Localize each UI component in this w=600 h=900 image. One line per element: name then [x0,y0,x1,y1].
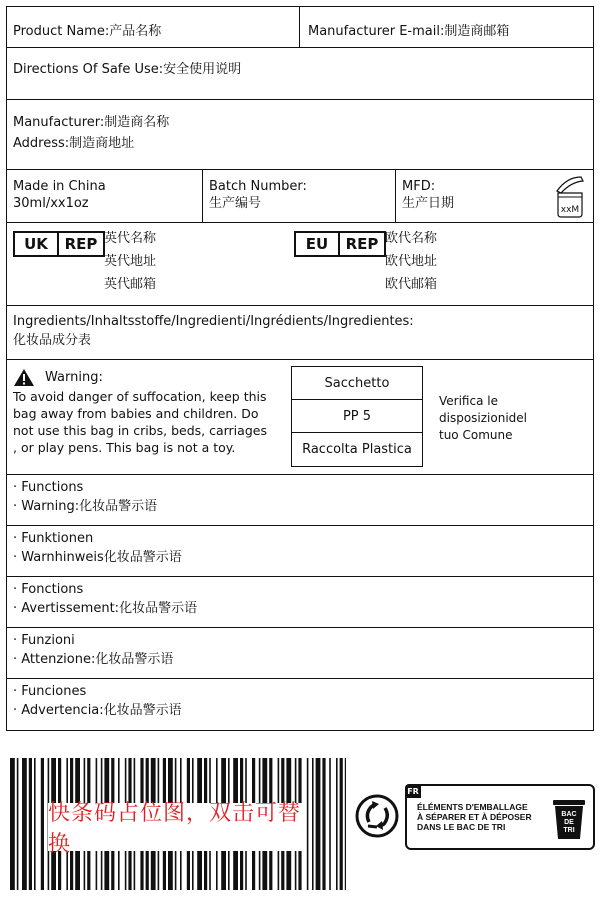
barcode-bar [329,758,331,890]
warning-text: To avoid danger of suffocation, keep this bag away from babies and children. Do not use this bag in cribs, beds, carriages , or play pens. This bag is not a toy. [13,389,267,455]
section-title: · Funzioni [13,633,75,648]
ingredients-row [7,306,593,360]
section-warning: · Avertissement:化妆品警示语 [13,601,198,616]
jar-label: xxM [560,205,580,215]
barcode-bar [322,758,325,890]
uk-rep-name: 英代名称 [104,231,157,246]
section-warning: · Advertencia:化妆品警示语 [13,703,182,718]
recycling-collection: Raccolta Plastica [302,442,412,457]
svg-text:TRI: TRI [563,827,575,834]
directions-of-use: Directions Of Safe Use:安全使用说明 [13,62,242,77]
manufacturer-row [7,100,593,170]
barcode-bar [29,758,32,890]
barcode-bar [10,758,15,890]
recycling-table [291,366,423,467]
header-row [7,7,593,48]
eu-rep-code: EU [296,233,340,255]
warning-row [7,360,593,475]
barcode-bar [22,758,27,890]
uk-rep-badge [13,231,105,257]
product-name: Product Name:产品名称 [13,24,162,39]
uk-rep-word: REP [64,235,98,253]
section-row [7,679,593,730]
barcode-bar [340,758,343,890]
section-row [7,526,593,577]
uk-rep-code: UK [15,233,59,255]
section-warning: · Attenzione:化妆品警示语 [13,652,174,667]
ingredients-value: 化妆品成分表 [13,333,92,348]
section-warning: · Warning:化妆品警示语 [13,499,158,514]
warning-icon [13,368,35,387]
section-row [7,628,593,679]
barcode-bar [34,758,36,890]
recycling-note: Verifica le disposizionidel tuo Comune [439,394,527,442]
barcode-bar [41,758,44,890]
section-title: · Functions [13,480,84,495]
triman-sorting-info [405,784,595,850]
warning-title: Warning: [45,370,103,385]
open-jar-icon [553,174,587,218]
barcode-placeholder-text[interactable]: 快条码占位图，双击可替换 [48,803,306,851]
info-row [7,170,593,223]
barcode-bar [312,758,314,890]
eu-rep-word: REP [345,235,379,253]
batch-value: 生产编号 [209,196,262,211]
recycling-item: Sacchetto [292,367,422,400]
mfd-value: 生产日期 [402,196,455,211]
ingredients-label: Ingredients/Inhaltsstoffe/Ingredienti/Ingrédients/Ingredientes: [13,314,414,329]
uk-rep-address: 英代地址 [104,254,157,269]
triman-instructions: ÉLÉMENTS D'EMBALLAGE À SÉPARER ET À DÉPOSER DANS LE BAC DE TRI [417,802,532,832]
section-warning: · Warnhinweis化妆品警示语 [13,550,182,565]
representatives-row [7,223,593,306]
eu-rep-email: 欧代邮箱 [385,277,438,292]
section-title: · Funktionen [13,531,94,546]
manufacturer-address: Address:制造商地址 [13,136,135,151]
svg-text:BAC: BAC [561,811,577,818]
made-in: Made in China [13,179,106,194]
section-row [7,577,593,628]
barcode-bar [307,758,309,890]
mfd-label: MFD: [402,179,436,194]
directions-row [7,48,593,100]
barcode-bar [336,758,338,890]
barcode-bar [345,758,346,890]
uk-rep-email: 英代邮箱 [104,277,157,292]
eu-rep-name: 欧代名称 [385,231,438,246]
batch-label: Batch Number: [209,179,307,194]
product-label [6,6,594,731]
barcode-bar [316,758,321,890]
barcode-bar [17,758,19,890]
eu-rep-address: 欧代地址 [385,254,438,269]
country-code: FR [405,784,421,798]
eu-rep-badge [294,231,386,257]
recycling-material: PP 5 [292,400,422,433]
svg-text:DE: DE [564,819,574,826]
manufacturer-email: Manufacturer E-mail:制造商邮箱 [308,24,510,39]
recycling-arrows-icon [355,794,399,838]
sorting-bin-icon [551,796,587,840]
volume: 30ml/xx1oz [13,196,89,211]
section-row [7,475,593,526]
section-title: · Funciones [13,684,87,699]
manufacturer-name: Manufacturer:制造商名称 [13,115,170,130]
section-title: · Fonctions [13,582,84,597]
